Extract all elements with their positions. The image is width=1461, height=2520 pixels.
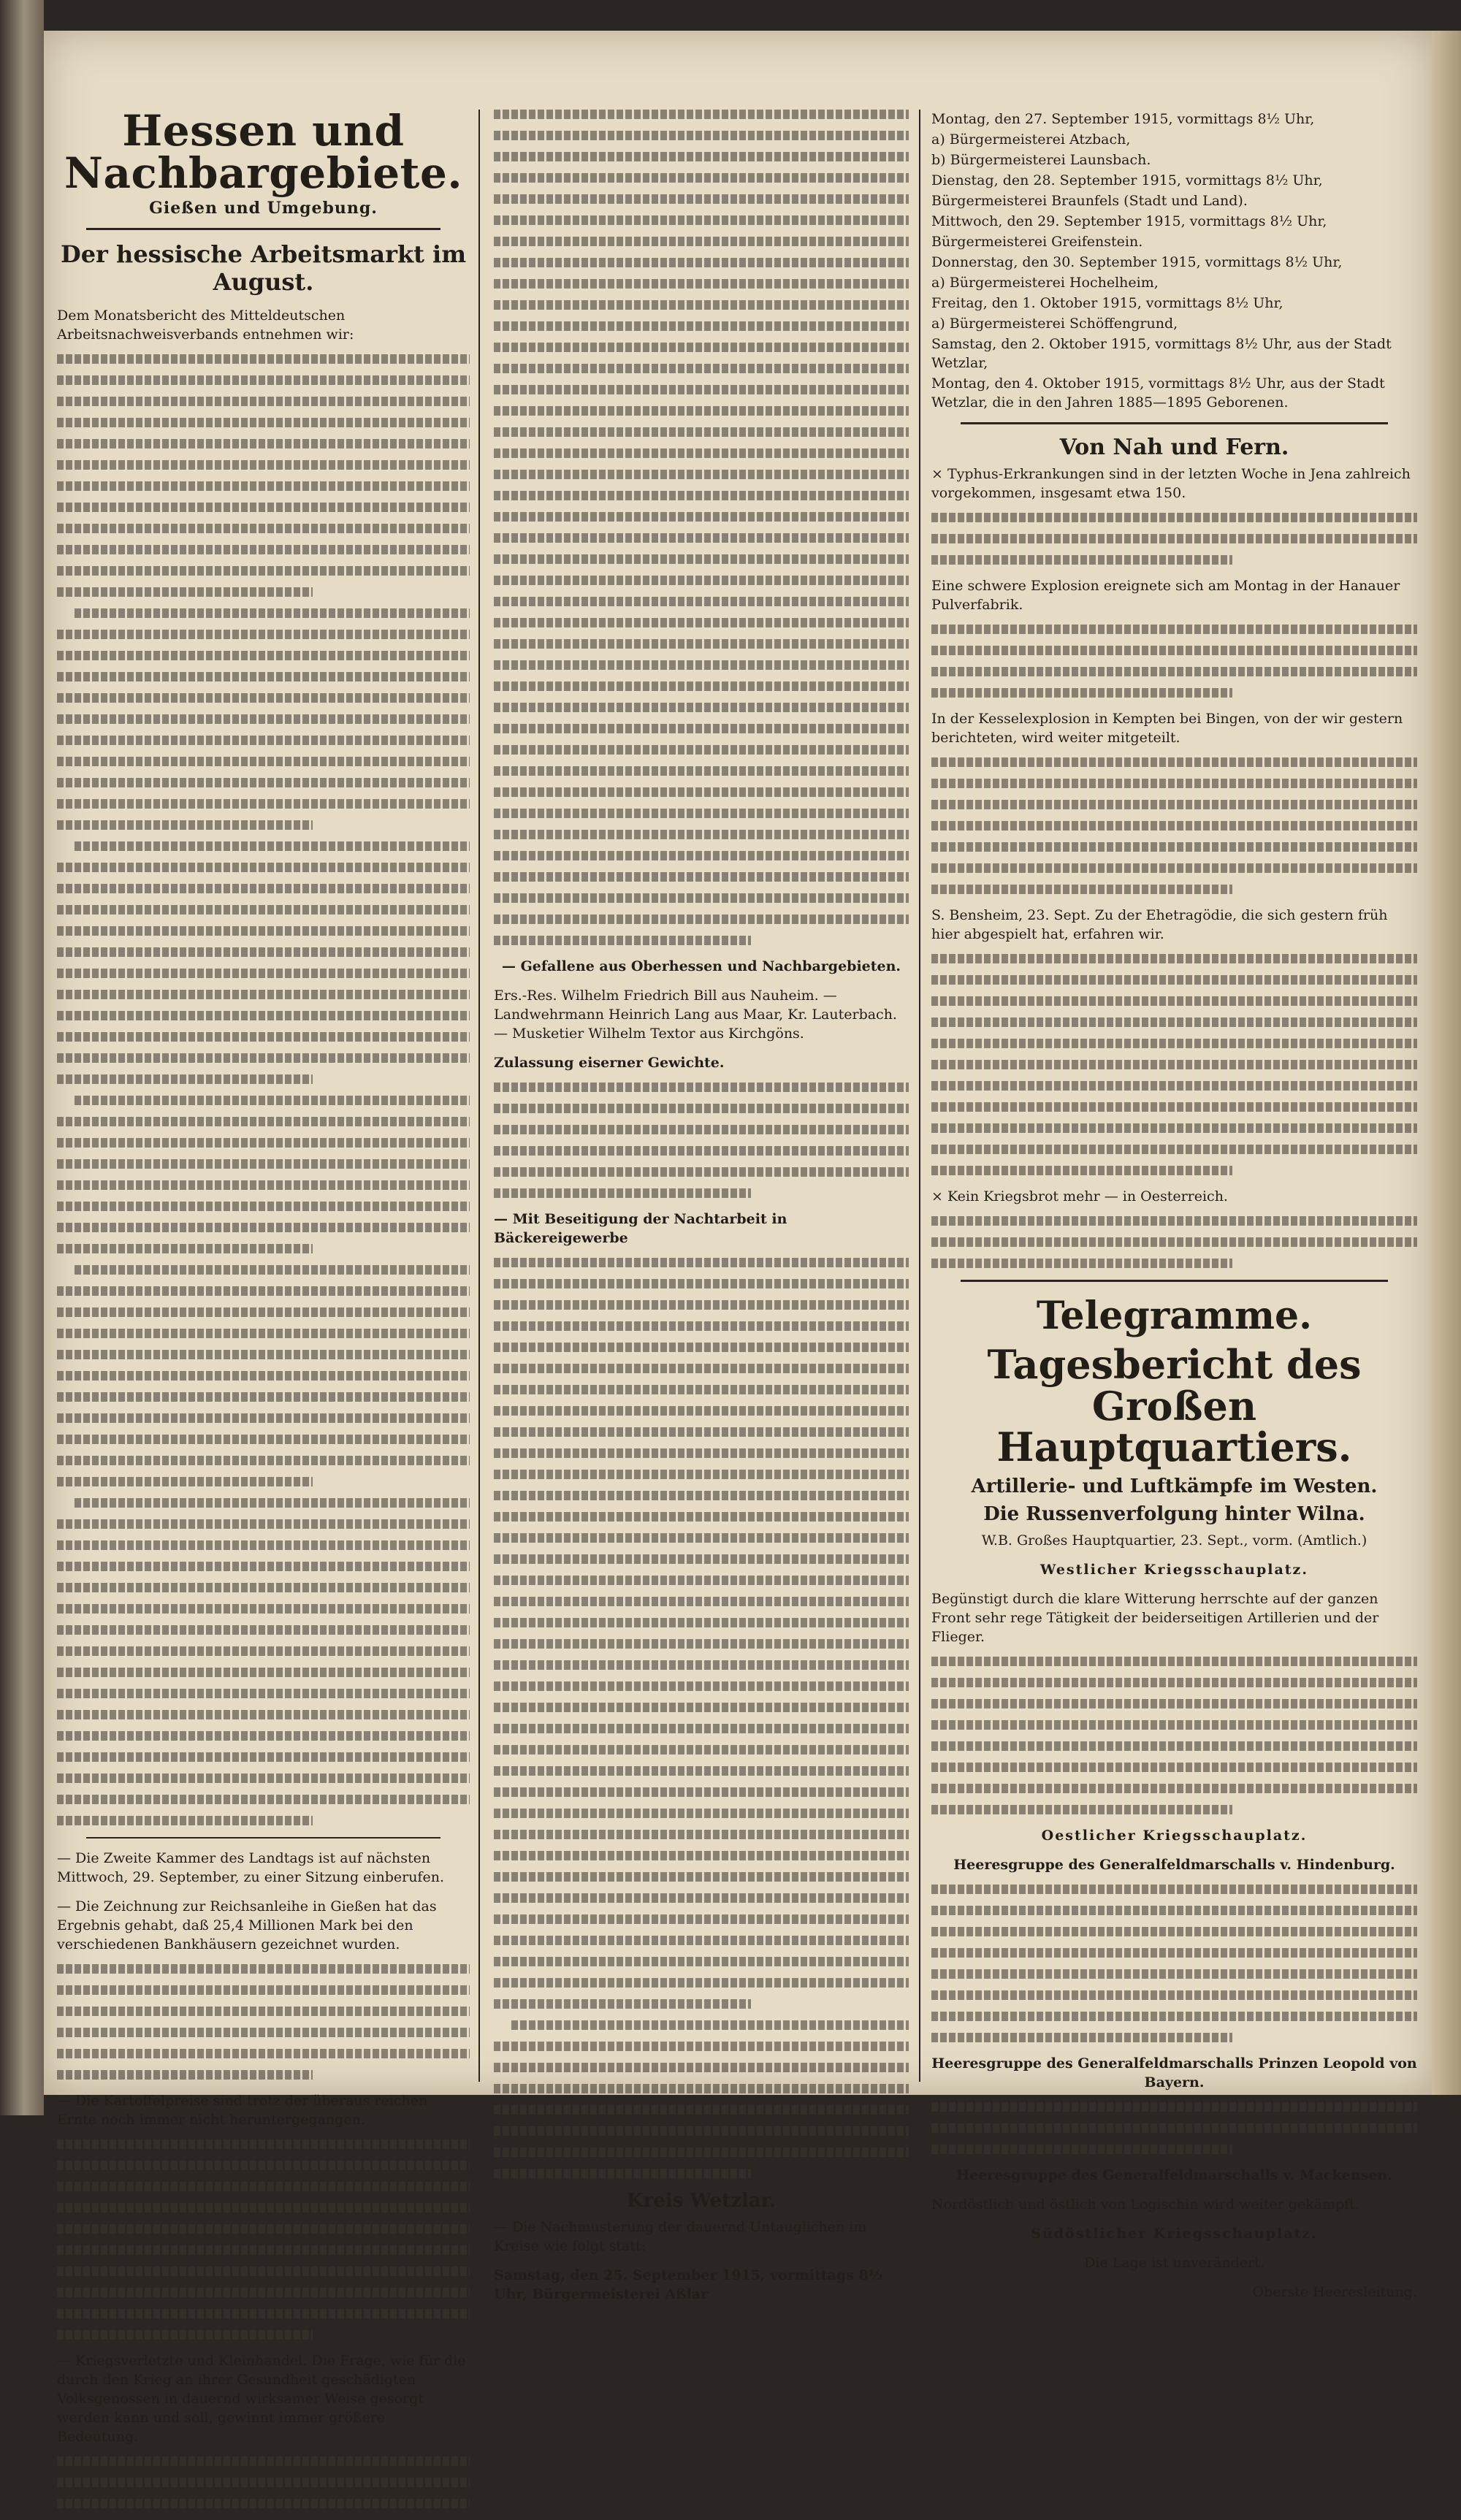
schedule-line: Bürgermeisterei Braunfels (Stadt und Land). (931, 193, 1248, 209)
report-west-text: Begünstigt durch die klare Witterung herrschte auf der ganzen Front sehr rege Tätigkeit der beiderseitigen Artillerien und der Flieger. (931, 1591, 1379, 1646)
masthead-subtitle: Gießen und Umgebung. (149, 199, 378, 218)
news-item-kriegsverletzte: — Kriegsverletzte und Kleinhandel. Die Frage, wie für die durch den Krieg an ihrer Gesundheit geschädigten Volksgenossen in dauernd wirksamer Weise gesorgt werden kann und soll, gewinnt immer größere Bedeutung. (57, 2353, 466, 2445)
section-heading-von-nah-und-fern: Von Nah und Fern. (1059, 435, 1289, 460)
news-item-gewichte: Zulassung eiserner Gewichte. (494, 1055, 725, 1071)
divider (961, 1280, 1388, 1282)
news-item-explosion: Eine schwere Explosion ereignete sich am Montag in der Hanauer Pulverfabrik. (931, 578, 1400, 613)
divider (961, 422, 1388, 424)
section-heading-telegramme: Telegramme. (1036, 1294, 1313, 1338)
report-dateline: W.B. Großes Hauptquartier, 23. Sept., vorm. (Amtlich.) (981, 1532, 1367, 1549)
schedule-line: a) Bürgermeisterei Hochelheim, (931, 275, 1159, 291)
divider (86, 228, 440, 230)
report-mackensen-text: Nordöstlich und östlich von Logischin wird weiter gekämpft. (931, 2196, 1359, 2213)
section-heading-kreis: Kreis Wetzlar. (627, 2190, 776, 2212)
army-group-leopold: Heeresgruppe des Generalfeldmarschalls Prinzen Leopold von Bayern. (931, 2055, 1417, 2091)
schedule-line: Freitag, den 1. Oktober 1915, vormittags 8½ Uhr, (931, 295, 1283, 311)
column-3 (931, 110, 1417, 2312)
news-item-kartoffelpreise: — Die Kartoffelpreise sind trotz der überaus reichen Ernte noch immer nicht heruntergegangen. (57, 2093, 428, 2128)
article-lead: Dem Monatsbericht des Mitteldeutschen Arbeitsnachweisverbands entnehmen wir: (57, 308, 354, 343)
report-southeast-text: Die Lage ist unverändert. (1084, 2255, 1264, 2272)
schedule-line: Montag, den 27. September 1915, vormittags 8½ Uhr, (931, 111, 1315, 127)
article-body-continued (494, 110, 909, 945)
previous-page-edge (0, 0, 44, 2115)
schedule-line: Mittwoch, den 29. September 1915, vormittags 8½ Uhr, (931, 213, 1327, 229)
report-title: Tagesbericht des Großen Hauptquartiers. (987, 1341, 1362, 1471)
news-item-nachtarbeit: — Mit Beseitigung der Nachtarbeit in Bäckereigewerbe (494, 1211, 787, 1246)
schedule-line: Donnerstag, den 30. September 1915, vormittags 8½ Uhr, (931, 254, 1343, 270)
column-2 (494, 110, 909, 2314)
divider (86, 1837, 440, 1839)
report-subtitle-2: Die Russenverfolgung hinter Wilna. (983, 1503, 1365, 1526)
army-group-mackensen: Heeresgruppe des Generalfeldmarschalls v. Mackensen. (956, 2167, 1392, 2184)
schedule-line: a) Bürgermeisterei Schöffengrund, (931, 316, 1178, 332)
masthead: Hessen und Nachbargebiete. (64, 106, 463, 198)
casualty-list: Ers.-Res. Wilhelm Friedrich Bill aus Nauheim. — Landwehrmann Heinrich Lang aus Maar, Kr. Lauterbach. — Musketier Wilhelm Textor aus Kirchgöns. (494, 988, 897, 1042)
column-rule-1 (478, 110, 480, 2082)
front-heading-southeast: Südöstlicher Kriegsschauplatz. (1031, 2226, 1318, 2242)
schedule-line: b) Bürgermeisterei Launsbach. (931, 152, 1151, 168)
column-rule-2 (919, 110, 920, 2082)
book-page-edge (1432, 31, 1461, 2095)
section-heading-gefallene: — Gefallene aus Oberhessen und Nachbargebieten. (501, 958, 901, 974)
news-item-kriegsbrot: × Kein Kriegsbrot mehr — in Oesterreich. (931, 1188, 1228, 1204)
schedule-line: Bürgermeisterei Greifenstein. (931, 234, 1143, 250)
musterung-date: Samstag, den 25. September 1915, vormittags 8½ Uhr, Bürgermeisterei Aßlar (494, 2267, 883, 2302)
musterung-schedule (931, 110, 1417, 412)
front-heading-ost: Oestlicher Kriegsschauplatz. (1041, 1828, 1308, 1844)
schedule-line: Dienstag, den 28. September 1915, vormittags 8½ Uhr, (931, 172, 1323, 188)
musterung-notice: — Die Nachmusterung der dauernd Untauglichen im Kreise wie folgt statt: (494, 2219, 867, 2254)
schedule-line: a) Bürgermeisterei Atzbach, (931, 131, 1131, 148)
news-item-landtag: — Die Zweite Kammer des Landtags ist auf nächsten Mittwoch, 29. September, zu einer Sitzung einberufen. (57, 1850, 444, 1885)
column-1 (57, 106, 470, 2520)
army-group-hindenburg: Heeresgruppe des Generalfeldmarschalls v. Hindenburg. (953, 1857, 1395, 1874)
report-signature: Oberste Heeresleitung. (1252, 2284, 1417, 2301)
report-subtitle-1: Artillerie- und Luftkämpfe im Westen. (971, 1475, 1378, 1498)
article-title: Der hessische Arbeitsmarkt im August. (60, 240, 467, 296)
news-item-reichsanleihe: — Die Zeichnung zur Reichsanleihe in Gießen hat das Ergebnis gehabt, daß 25,4 Millionen Mark bei den verschiedenen Bankhäusern gezeichnet wurden. (57, 1898, 437, 1952)
front-heading-west: Westlicher Kriegsschauplatz. (1040, 1562, 1308, 1578)
article-body (57, 354, 470, 1825)
news-item-kesselexplosion: In der Kesselexplosion in Kempten bei Bingen, von der wir gestern berichteten, wird weiter mitgeteilt. (931, 711, 1403, 746)
schedule-line: Samstag, den 2. Oktober 1915, vormittags 8½ Uhr, aus der Stadt Wetzlar, (931, 336, 1392, 371)
news-item-typhus: × Typhus-Erkrankungen sind in der letzten Woche in Jena zahlreich vorgekommen, insgesamt etwa 150. (931, 466, 1411, 501)
news-item-bensheim: S. Bensheim, 23. Sept. Zu der Ehetragödie, die sich gestern früh hier abgespielt hat, erfahren wir. (931, 907, 1388, 942)
schedule-line: Montag, den 4. Oktober 1915, vormittags 8½ Uhr, aus der Stadt Wetzlar, die in den Jahren 1885—1895 Geborenen. (931, 375, 1385, 411)
